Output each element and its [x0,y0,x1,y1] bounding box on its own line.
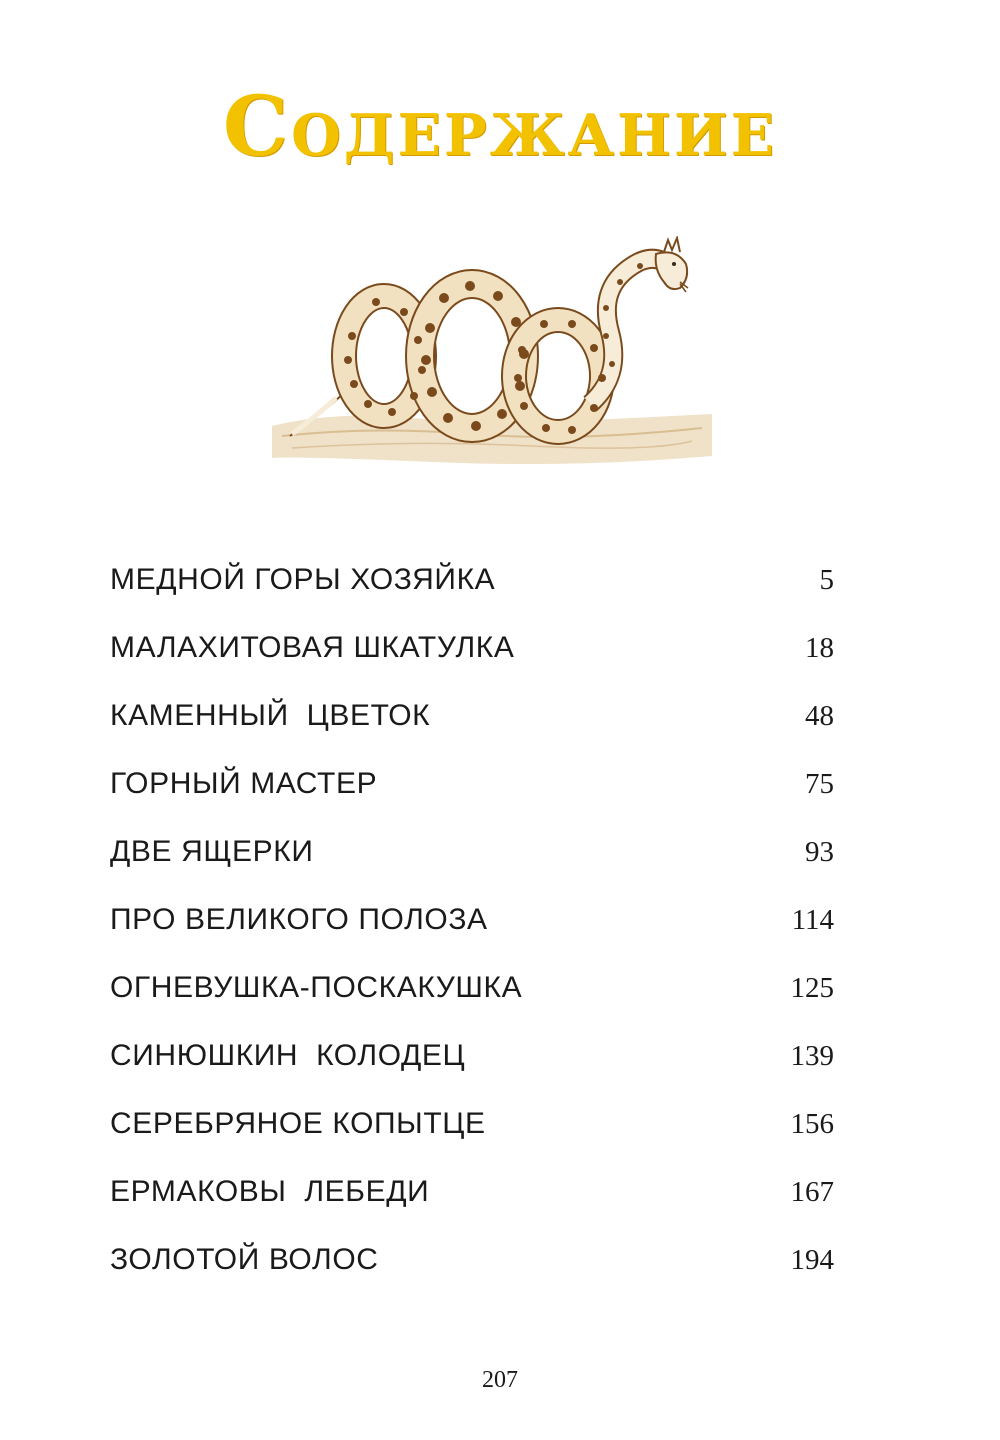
toc-entry-page: 125 [790,972,834,1004]
toc-entry-page: 93 [805,836,834,868]
toc-entry[interactable] [110,767,834,835]
toc-entry-title: ЗОЛОТОЙ ВОЛОС [110,1243,379,1276]
toc-entry-page: 139 [790,1040,834,1072]
toc-entry[interactable] [110,631,834,699]
toc-entry[interactable] [110,563,834,631]
toc-entry-title: ДВЕ ЯЩЕРКИ [110,835,314,868]
toc-entry[interactable] [110,903,834,971]
toc-entry-title: СИНЮШКИН КОЛОДЕЦ [110,1039,466,1072]
table-of-contents [110,563,834,1311]
toc-entry-title: ПРО ВЕЛИКОГО ПОЛОЗА [110,903,488,936]
toc-entry-title: ГОРНЫЙ МАСТЕР [110,767,378,800]
toc-entry-page: 114 [791,904,834,936]
toc-entry-title: ЕРМАКОВЫ ЛЕБЕДИ [110,1175,430,1208]
toc-entry-page: 194 [790,1244,834,1276]
page-title: Содержание [222,79,778,175]
toc-entry-title: КАМЕННЫЙ ЦВЕТОК [110,699,431,732]
toc-entry-page: 18 [805,632,834,664]
toc-entry-page: 156 [790,1108,834,1140]
toc-entry-page: 75 [805,768,834,800]
toc-entry[interactable] [110,1243,834,1311]
toc-entry-page: 167 [790,1176,834,1208]
toc-entry[interactable] [110,835,834,903]
toc-entry[interactable] [110,971,834,1039]
toc-entry[interactable] [110,699,834,767]
toc-entry[interactable] [110,1039,834,1107]
serpent-icon [272,236,712,472]
toc-entry-title: СЕРЕБРЯНОЕ КОПЫТЦЕ [110,1107,486,1140]
toc-entry-page: 5 [819,564,834,596]
page-number: 207 [482,1367,518,1393]
toc-entry[interactable] [110,1175,834,1243]
toc-entry-title: ОГНЕВУШКА-ПОСКАКУШКА [110,971,523,1004]
toc-entry-page: 48 [805,700,834,732]
toc-entry-title: МАЛАХИТОВАЯ ШКАТУЛКА [110,631,515,664]
toc-entry-title: МЕДНОЙ ГОРЫ ХОЗЯЙКА [110,563,496,596]
toc-entry[interactable] [110,1107,834,1175]
